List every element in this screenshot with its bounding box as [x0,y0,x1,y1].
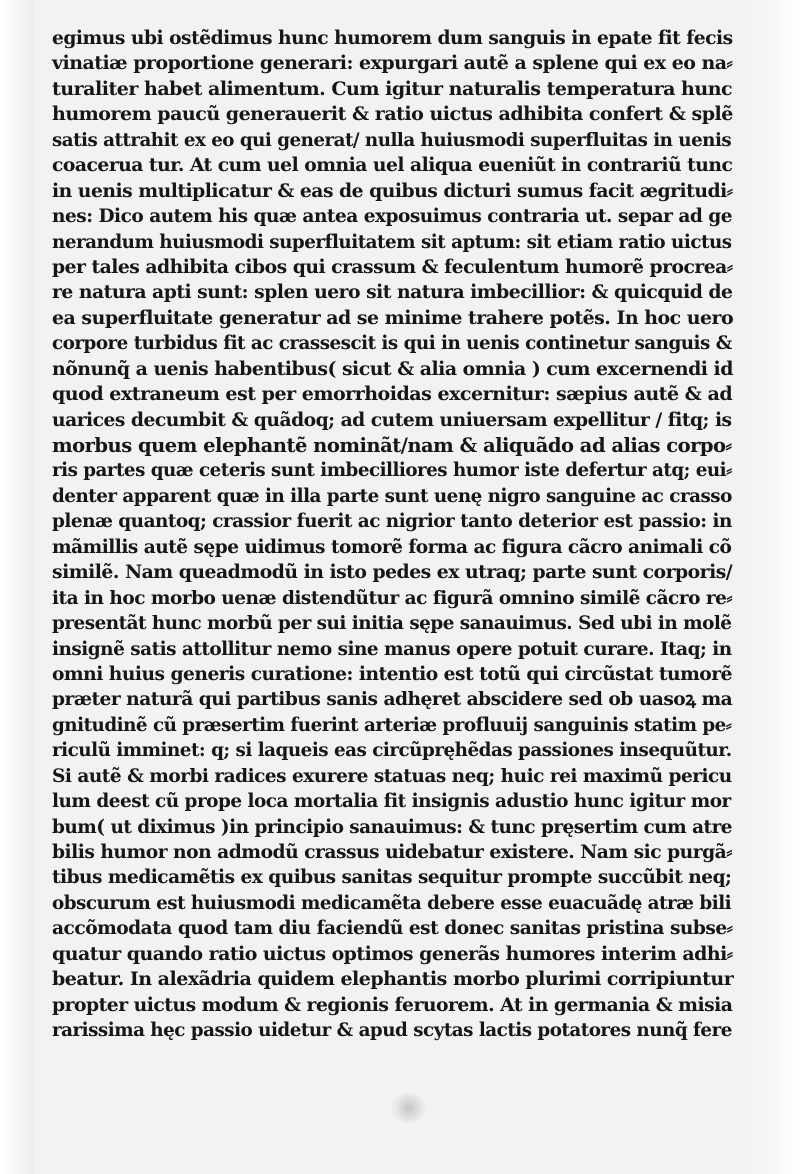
text-line: ris partes quæ ceteris sunt imbecilliores humor iste defertur atq; eui⸗ [52,460,732,482]
text-line: accõmodata quod tam diu faciendũ est donec sanitas pristina subse⸗ [52,918,733,940]
text-line: similẽ. Nam queadmodũ in isto pedes ex utraq; parte sunt corporis/ [52,561,733,584]
text-line: bum( ut diximus )in principio sanauimus: & tunc pręsertim cum atre [52,816,733,838]
text-line: omni huius generis curatione: intentio est totũ qui circũstat tumorẽ [52,662,732,685]
text-line: turaliter habet alimentum. Cum igitur naturalis temperatura hunc [52,77,733,100]
text-line: mãmillis autẽ sępe uidimus tomorẽ forma ac figura cãcro animali cõ [52,536,732,558]
text-line: presentãt hunc morbũ per sui initia sępe sanauimus. Sed ubi in molẽ [52,613,732,635]
text-line: riculũ imminet: q; si laqueis eas circũpręhẽdas passiones insequũtur. [52,740,732,762]
text-line: uarices decumbit & quãdoq; ad cutem uniuersam expellitur / fitq; is [52,408,732,431]
text-line: nõnunq̃ a uenis habentibus( sicut & alia omnia ) cum excernendi id [52,357,733,380]
text-line: obscurum est huiusmodi medicamẽta debere esse euacuãdę atræ bili [52,892,732,914]
text-line: bilis humor non admodũ crassus uidebatur existere. Nam sic purgã⸗ [52,841,732,863]
text-block [52,26,732,1044]
text-line: gnitudinẽ cũ præsertim fuerint arteriæ profluuij sanguinis statim pe⸗ [52,714,732,736]
text-line: lum deest cũ prope loca mortalia fit insignis adustio hunc igitur mor [52,791,731,813]
text-line: vinatiæ proportione generari: expurgari autẽ a splene qui ex eo na⸗ [52,52,733,75]
text-line: ita in hoc morbo uenæ distendũtur ac figurã omnino similẽ cãcro re⸗ [52,587,733,609]
text-line: morbus quem elephantẽ nominãt/nam & aliquãdo ad alias corpo⸗ [52,434,732,457]
text-line: coacerua tur. At cum uel omnia uel aliqua eueniũt in contrariũ tunc [52,154,733,177]
text-line: denter apparent quæ in illa parte sunt uenę nigro sanguine ac crasso [52,485,732,507]
text-line: corpore turbidus fit ac crassescit is qui in uenis continetur sanguis & [52,333,732,355]
text-line: per tales adhibita cibos qui crassum & feculentum humorẽ procrea⸗ [52,255,733,278]
text-line: Si autẽ & morbi radices exurere statuas neq; huic rei maximũ pericu [52,765,732,787]
text-line: quod extraneum est per emorrhoidas excernitur: sæpius autẽ & ad [52,383,733,406]
text-line: nerandum huiusmodi superfluitatem sit aptum: sit etiam ratio uictus [52,231,732,253]
text-line: rarissima hęc passio uidetur & apud scytas lactis potatores nunq̃ fere [52,1020,732,1042]
text-line: nes: Dico autem his quæ antea exposuimus contraria ut. separ ad ge [52,206,733,228]
text-line: præter naturã qui partibus sanis adhęret abscidere sed ob uasoꝝ ma [52,689,733,711]
text-line: beatur. In alexãdria quidem elephantis morbo plurimi corripiuntur [52,968,734,991]
text-line: insignẽ satis attollitur nemo sine manus opere potuit curare. Itaq; in [52,638,732,660]
text-line: re natura apti sunt: splen uero sit natura imbecillior: & quicquid de [52,281,733,304]
text-line: plenæ quantoq; crassior fuerit ac nigrior tanto deterior est passio: in [52,511,732,533]
text-line: egimus ubi ostẽdimus hunc humorem dum sanguis in epate fit fecis [52,27,733,49]
text-line: humorem paucũ generauerit & ratio uictus adhibita confert & splẽ [52,103,733,126]
text-line: propter uictus modum & regionis feruorem. At in germania & misia [52,993,733,1016]
text-line: in uenis multiplicatur & eas de quibus dicturi sumus facit ægritudi⸗ [52,179,733,202]
text-line: tibus medicamẽtis ex quibus sanitas sequitur prompte succũbit neq; [52,867,732,889]
text-line: ea superfluitate generatur ad se minime trahere potẽs. In hoc uero [52,306,734,329]
ink-smudge [392,1093,426,1123]
text-line: satis attrahit ex eo qui generat/ nulla huiusmodi superfluitas in uenis [52,129,732,151]
text-line: quatur quando ratio uictus optimos generãs humores interim adhi⸗ [52,942,733,965]
